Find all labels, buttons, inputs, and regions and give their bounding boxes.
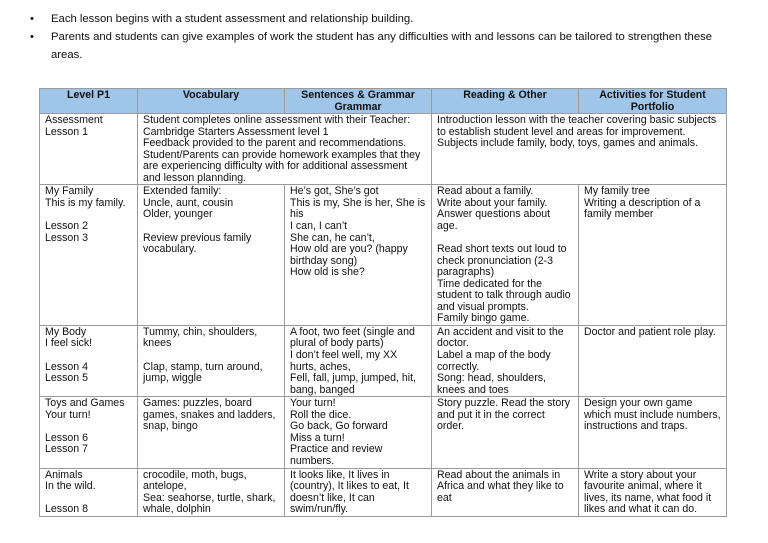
cell-grammar: It looks like, It lives in (country), It likes to eat, It doesn’t like, It can swim/run/fly. [285,468,432,516]
cell-grammar: A foot, two feet (single and plural of body parts) I don’t feel well, my XX hurts, aches, Fell, fall, jump, jumped, hit, bang, banged [285,325,432,396]
cell-vocabulary: Tummy, chin, shoulders, knees Clap, stamp, turn around, jump, wiggle [138,325,285,396]
cell-activities: Doctor and patient role play. [579,325,727,396]
cell-reading-activities: Introduction lesson with the teacher covering basic subjects to establish student level and areas for improvement. Subjects include family, body, toys, games and animals. [432,114,727,185]
cell-grammar: Your turn! Roll the dice. Go back, Go forward Miss a turn! Practice and review numbers. [285,397,432,468]
cell-level: Assessment Lesson 1 [40,114,138,185]
intro-bullet-list [24,10,724,64]
table-row [40,325,727,396]
header-grammar: Sentences & Grammar Grammar [285,89,432,114]
bullet-icon: • [30,13,34,25]
table-row [40,468,727,516]
cell-reading: Read about the animals in Africa and what they like to eat [432,468,579,516]
cell-grammar: He’s got, She’s got This is my, She is her, She is his I can, I can’t She can, he can’t, How old are you? (happy birthday song) How old is she? [285,185,432,326]
cell-vocab-grammar: Student completes online assessment with their Teacher: Cambridge Starters Assessment level 1 Feedback provided to the parent and recommendations. Student/Parents can provide homework examples that they are experiencing difficulty with for additional assessment and lesson plannding. [138,114,432,185]
header-reading: Reading & Other [432,89,579,114]
table-row [40,114,727,185]
bullet-icon: • [30,31,34,43]
cell-level: Animals In the wild. Lesson 8 [40,468,138,516]
intro-bullet: • Each lesson begins with a student assessment and relationship building. [24,10,724,28]
cell-level: Toys and Games Your turn! Lesson 6 Lesson 7 [40,397,138,468]
cell-reading: An accident and visit to the doctor. Label a map of the body correctly. Song: head, shoulders, knees and toes [432,325,579,396]
cell-activities: Write a story about your favourite animal, where it lives, its name, what food it likes and what it can do. [579,468,727,516]
cell-vocabulary: Games: puzzles, board games, snakes and ladders, snap, bingo [138,397,285,468]
cell-activities: Design your own game which must include numbers, instructions and traps. [579,397,727,468]
cell-activities: My family tree Writing a description of a family member [579,185,727,326]
intro-bullet: • Parents and students can give examples of work the student has any difficulties with and lessons can be tailored to strengthen these areas. [24,28,724,64]
cell-vocabulary: Extended family: Uncle, aunt, cousin Older, younger Review previous family vocabulary. [138,185,285,326]
header-activities: Activities for Student Portfolio [579,89,727,114]
cell-level: My Body I feel sick! Lesson 4 Lesson 5 [40,325,138,396]
table-row [40,185,727,326]
cell-level: My Family This is my family. Lesson 2 Lesson 3 [40,185,138,326]
table-row [40,397,727,468]
cell-vocabulary: crocodile, moth, bugs, antelope, Sea: seahorse, turtle, shark, whale, dolphin [138,468,285,516]
header-level: Level P1 [40,89,138,114]
cell-reading: Read about a family. Write about your family. Answer questions about age. Read short texts out loud to check pronunciation (2-3 paragraphs) Time dedicated for the student to talk through audio and visual prompts. Family bingo game. [432,185,579,326]
header-vocabulary: Vocabulary [138,89,285,114]
cell-reading: Story puzzle. Read the story and put it in the correct order. [432,397,579,468]
lesson-plan-table [39,88,727,517]
table-header-row [40,89,727,114]
